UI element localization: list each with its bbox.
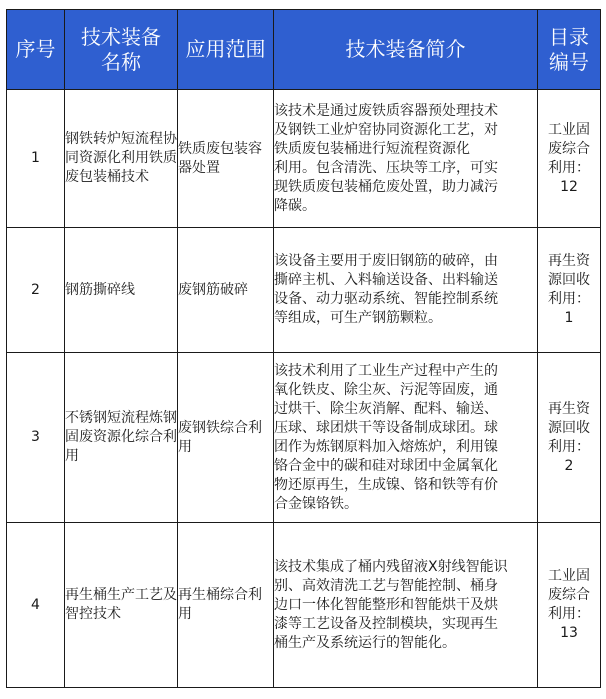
table-row xyxy=(7,523,601,688)
header-catalog-number: 目录编号 xyxy=(538,10,601,90)
row-catalog-number-text: 工业固 废综合 利用： 13 xyxy=(548,568,590,641)
row-equipment-name: 钢筋撕碎线 xyxy=(65,228,178,353)
header-equipment-name: 技术装备名称 xyxy=(65,10,178,90)
header-application-scope: 应用范围 xyxy=(178,10,274,90)
row-serial-number: 4 xyxy=(7,523,65,688)
row-catalog-number xyxy=(538,523,601,688)
row-description xyxy=(274,523,538,688)
row-description xyxy=(274,353,538,523)
row-serial-number: 3 xyxy=(7,353,65,523)
header-description: 技术装备简介 xyxy=(274,10,538,90)
header-serial-number: 序号 xyxy=(7,10,65,90)
row-catalog-number xyxy=(538,228,601,353)
row-application-scope: 再生桶综合利用 xyxy=(178,523,274,688)
row-equipment-name: 钢铁转炉短流程协同资源化利用铁质废包装桶技术 xyxy=(65,90,178,228)
row-description xyxy=(274,228,538,353)
row-application-scope: 铁质废包装容器处置 xyxy=(178,90,274,228)
row-catalog-number xyxy=(538,353,601,523)
table-header-row xyxy=(7,10,601,90)
row-catalog-number-text: 再生资 源回收 利用： 1 xyxy=(548,253,590,326)
row-description-text: 该技术利用了工业生产过程中产生的 氧化铁皮、除尘灰、污泥等固废，通 过烘干、除尘灰消解、配料、输送、 压球、球团烘干等设备制成球团。球 团作为炼钢原料加入熔炼炉，利用镍 铬合金中的碳和硅对球团中金属氧化 物还原再生，生成镍、铬和铁等有价 合金镍铬铁。 xyxy=(274,362,498,512)
row-description-text: 该设备主要用于废旧钢筋的破碎，由 撕碎主机、入料输送设备、出料输送 设备、动力驱动系统、智能控制系统 等组成，可生产钢筋颗粒。 xyxy=(274,253,498,326)
row-description-text: 该技术是通过废铁质容器预处理技术 及钢铁工业炉窑协同资源化工艺，对 铁质废包装桶进行短流程资源化 利用。包含清洗、压块等工序，可实 现铁质废包装桶危废处置，助力减污 降碳。 xyxy=(274,102,498,214)
row-catalog-number-text: 再生资 源回收 利用： 2 xyxy=(548,400,590,474)
table-row xyxy=(7,90,601,228)
row-serial-number: 2 xyxy=(7,228,65,353)
row-application-scope: 废钢铁综合利用 xyxy=(178,353,274,523)
row-application-scope: 废钢筋破碎 xyxy=(178,228,274,353)
table-row xyxy=(7,228,601,353)
row-catalog-number-text: 工业固 废综合 利用： 12 xyxy=(548,121,590,195)
row-catalog-number xyxy=(538,90,601,228)
row-equipment-name: 不锈钢短流程炼钢固废资源化综合利用 xyxy=(65,353,178,523)
row-description-text: 该技术集成了桶内残留液X射线智能识 别、高效清洗工艺与智能控制、桶身 边口一体化智能整形和智能烘干及烘 漆等工艺设备及控制模块，实现再生 桶生产及系统运行的智能化。 xyxy=(274,558,508,651)
row-description xyxy=(274,90,538,228)
table-row xyxy=(7,353,601,523)
row-serial-number: 1 xyxy=(7,90,65,228)
technology-equipment-table xyxy=(6,9,601,688)
row-equipment-name: 再生桶生产工艺及智控技术 xyxy=(65,523,178,688)
